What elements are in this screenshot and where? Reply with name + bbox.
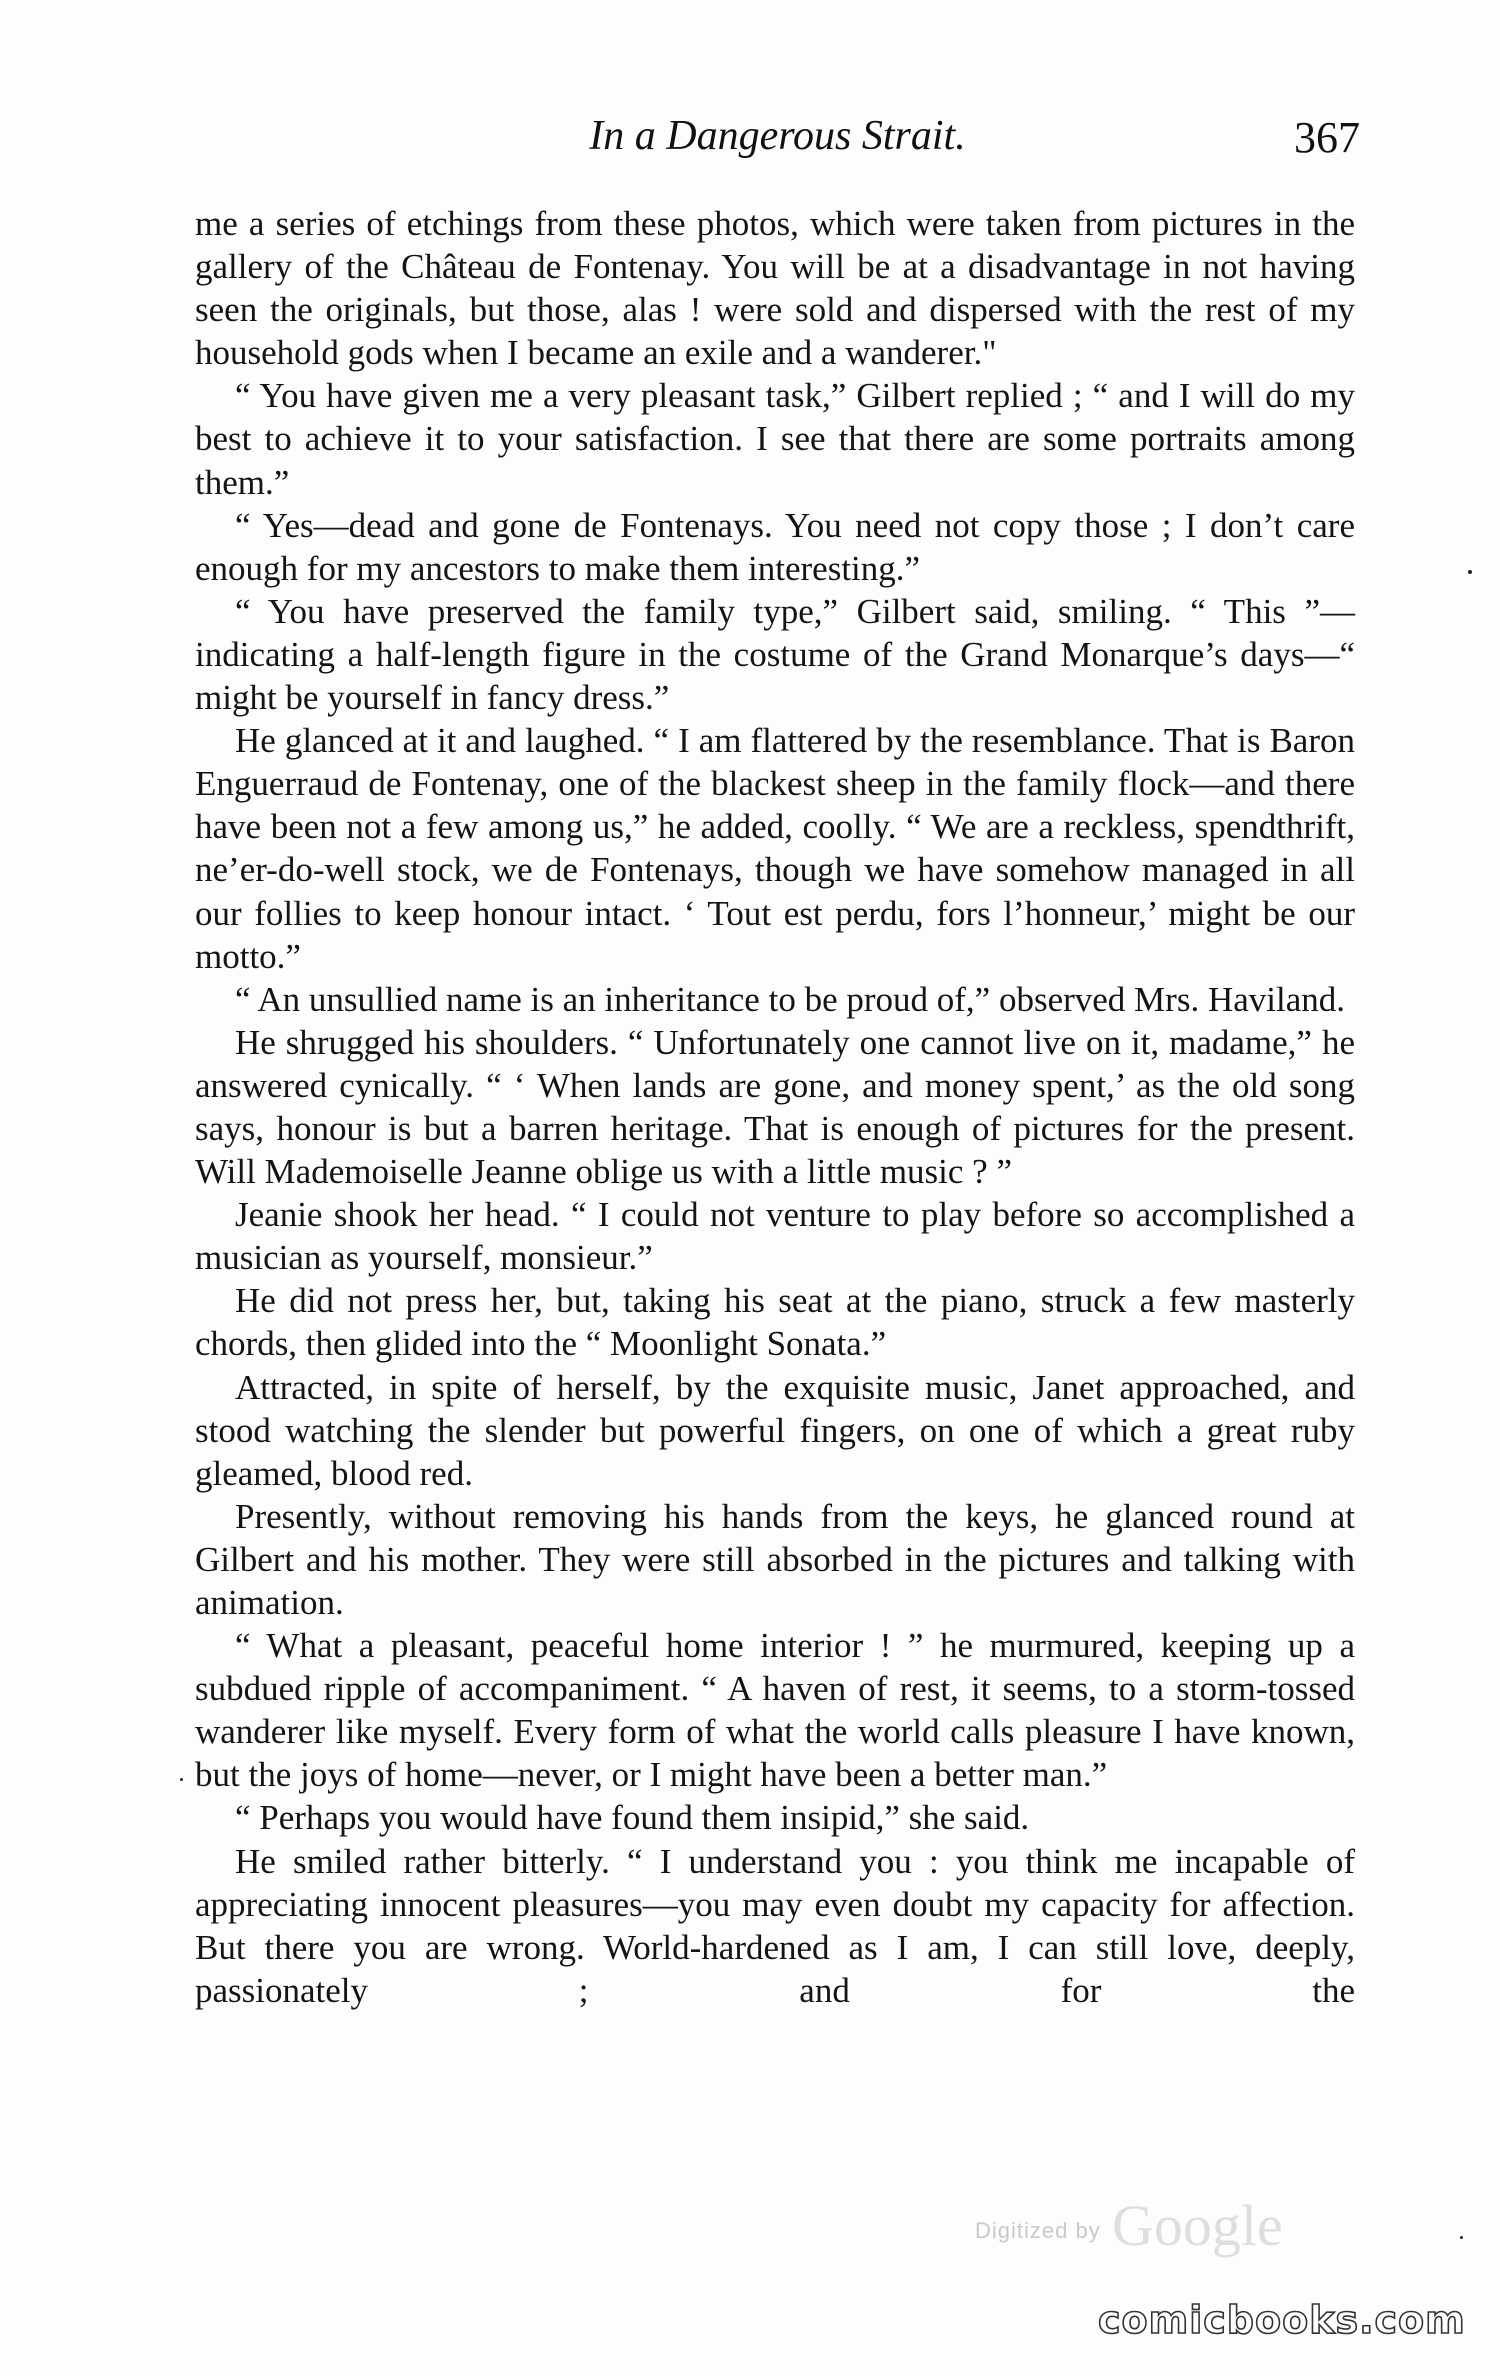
paragraph: He smiled rather bitterly. “ I understand you : you think me incapable of appreciating innocent pleasures—you may even doubt my capacity for affection. But there you are wrong. World-hardened as I am, I can still love, deeply, passionately ; and for the [195,1841,1355,2010]
paragraph: “ An unsullied name is an inheritance to be proud of,” observed Mrs. Haviland. [235,979,1345,1019]
paragraph: “ You have preserved the family type,” Gilbert said, smiling. “ This ”—indicating a half-length figure in the costume of the Grand Monarque’s days—“ might be yourself in fancy dress.” [195,591,1355,718]
running-header [195,112,1360,172]
google-watermark: Google [1112,2193,1283,2258]
body-text [195,202,1355,2012]
paragraph: “ You have given me a very pleasant task,” Gilbert replied ; “ and I will do my best to achieve it to your satisfaction. I see that there are some portraits among them.” [195,376,1355,502]
paragraph: “ Yes—dead and gone de Fontenays. You need not copy those ; I don’t care enough for my ancestors to make them interesting.” [195,505,1355,588]
paragraph: “ Perhaps you would have found them insipid,” she said. [235,1798,1030,1838]
scan-speck [1468,570,1472,574]
site-watermark: comicbooks.com [1098,2298,1466,2342]
paragraph: Presently, without removing his hands from the keys, he glanced round at Gilbert and his mother. They were still absorbed in the pictures and talking with animation. [195,1496,1355,1622]
running-title: In a Dangerous Strait. [589,113,966,159]
paragraph: Jeanie shook her head. “ I could not venture to play before so accomplished a musician as yourself, monsieur.” [195,1195,1355,1278]
paragraph: He shrugged his shoulders. “ Unfortunately one cannot live on it, madame,” he answered cynically. “ ‘ When lands are gone, and money spent,’ as the old song says, honour is but a barren heritage. That is enough of pictures for the present. Will Mademoiselle Jeanne oblige us with a little music ? ” [195,1022,1355,1192]
scan-speck [1460,2236,1463,2239]
paragraph: He did not press her, but, taking his seat at the piano, struck a few masterly chords, then glided into the “ Moonlight Sonata.” [195,1281,1355,1364]
paragraph: Attracted, in spite of herself, by the exquisite music, Janet approached, and stood watching the slender but powerful fingers, on one of which a great ruby gleamed, blood red. [195,1367,1355,1493]
scan-speck [180,1778,183,1781]
paragraph: “ What a pleasant, peaceful home interior ! ” he murmured, keeping up a subdued ripple of accompaniment. “ A haven of rest, it seems, to a storm-tossed wanderer like myself. Every form of what the world calls pleasure I have known, but the joys of home—never, or I might have been a better man.” [195,1626,1355,1795]
page-number: 367 [1294,113,1360,162]
paragraph: He glanced at it and laughed. “ I am flattered by the resemblance. That is Baron Enguerraud de Fontenay, one of the blackest sheep in the family flock—and there have been not a few among us,” he added, coolly. “ We are a reckless, spendthrift, ne’er-do-well stock, we de Fontenays, though we have somehow managed in all our follies to keep honour intact. ‘ Tout est perdu, fors l’honneur,’ might be our motto.” [195,721,1355,976]
paragraph: me a series of etchings from these photos, which were taken from pictures in the gallery of the Château de Fontenay. You will be at a disadvantage in not having seen the originals, but those, alas ! were sold and dispersed with the rest of my household gods when I became an exile and a wanderer." [195,204,1355,373]
digitized-by-watermark: Digitized by [975,2218,1101,2243]
